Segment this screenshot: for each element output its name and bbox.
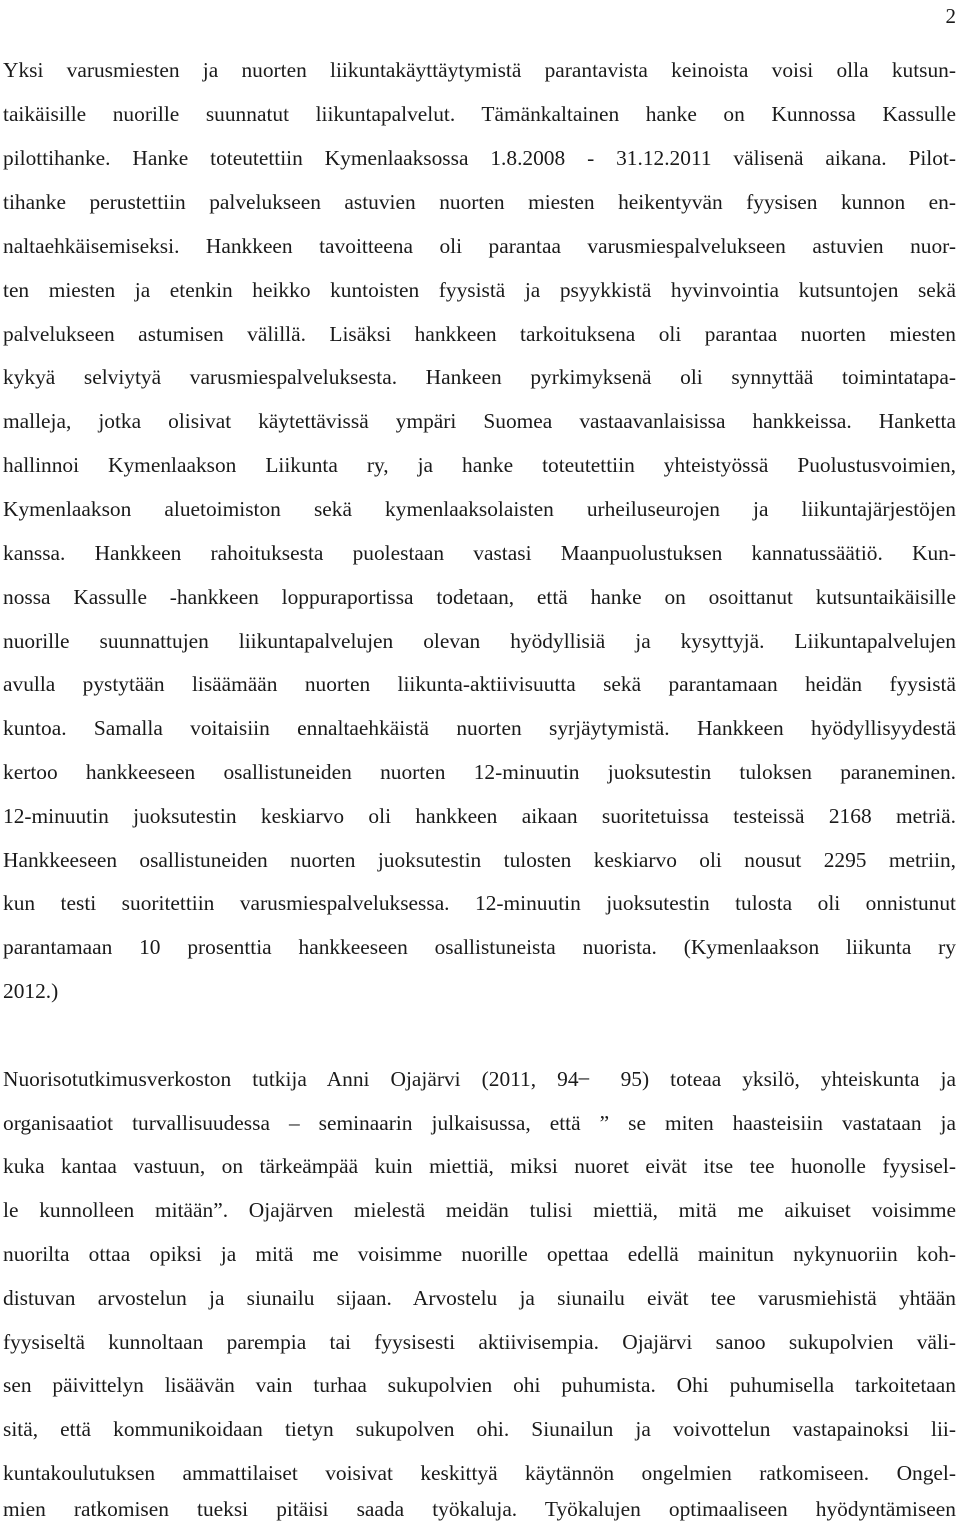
text-line: 12-minuutin juoksutestin keskiarvo oli hankkeen aikaan suoritetuissa testeissä 2168 metriä. xyxy=(3,804,956,828)
text-line: fyysiseltä kunnoltaan parempia tai fyysisesti aktiivisempia. Ojajärvi sanoo sukupolvien väli- xyxy=(3,1330,956,1354)
text-line: kuntoa. Samalla voitaisiin ennaltaehkäistä nuorten syrjäytymistä. Hankkeen hyödyllisyydestä xyxy=(3,716,956,740)
page-number: 2 xyxy=(945,4,956,28)
text-line: kuka kantaa vastuun, on tärkeämpää kuin miettiä, miksi nuoret eivät itse tee huonolle fyysisel- xyxy=(3,1154,956,1178)
text-line: mien ratkomisen tueksi pitäisi saada työkaluja. Työkalujen optimaaliseen hyödyntämiseen xyxy=(3,1497,956,1521)
text-line: sen päivittelyn lisäävän vain turhaa sukupolvien ohi puhumista. Ohi puhumisella tarkoitetaan xyxy=(3,1373,956,1397)
text-line: kanssa. Hankkeen rahoituksesta puolestaan vastasi Maanpuolustuksen kannatussäätiö. Kun- xyxy=(3,541,956,565)
text-line: Kymenlaakson aluetoimiston sekä kymenlaaksolaisten urheiluseurojen ja liikuntajärjestöjen xyxy=(3,497,956,521)
text-line: ten miesten ja etenkin heikko kuntoisten fyysistä ja psyykkistä hyvinvointia kutsuntojen sekä xyxy=(3,278,956,302)
text-line: Yksi varusmiesten ja nuorten liikuntakäyttäytymistä parantavista keinoista voisi olla kutsun- xyxy=(3,58,956,82)
text-line: pilottihanke. Hanke toteutettiin Kymenlaaksossa 1.8.2008 - 31.12.2011 välisenä aikana. Pilot- xyxy=(3,146,956,170)
text-line: kykyä selviytyä varusmiespalveluksesta. Hankeen pyrkimyksenä oli synnyttää toimintatapa- xyxy=(3,365,956,389)
text-line: nuorille suunnattujen liikuntapalvelujen olevan hyödyllisiä ja kysyttyjä. Liikuntapalvelujen xyxy=(3,629,956,653)
text-line: le kunnolleen mitään”. Ojajärven mielestä meidän tulisi miettiä, mitä me aikuiset voisimme xyxy=(3,1198,956,1222)
text-line: nuorilta ottaa opiksi ja mitä me voisimme nuorille opettaa edellä mainitun nykynuoriin koh- xyxy=(3,1242,956,1266)
text-line: palvelukseen astumisen välillä. Lisäksi hankkeen tarkoituksena oli parantaa nuorten miesten xyxy=(3,322,956,346)
text-line: organisaatiot turvallisuudessa – seminaarin julkaisussa, että ” se miten haasteisiin vastataan ja xyxy=(3,1111,956,1135)
text-line: tihanke perustettiin palvelukseen astuvien nuorten miesten heikentyvän fyysisen kunnon en- xyxy=(3,190,956,214)
text-line: Nuorisotutkimusverkoston tutkija Anni Ojajärvi (2011, 94 ̶ 95) toteaa yksilö, yhteiskunta ja xyxy=(3,1067,956,1091)
text-line: taikäisille nuorille suunnatut liikuntapalvelut. Tämänkaltainen hanke on Kunnossa Kassulle xyxy=(3,102,956,126)
text-line: parantamaan 10 prosenttia hankkeeseen osallistuneista nuorista. (Kymenlaakson liikunta ry xyxy=(3,935,956,959)
text-line: hallinnoi Kymenlaakson Liikunta ry, ja hanke toteutettiin yhteistyössä Puolustusvoimien, xyxy=(3,453,956,477)
text-line: kuntakoulutuksen ammattilaiset voisivat keskittyä käytännön ongelmien ratkomiseen. Ongel- xyxy=(3,1461,956,1485)
text-line: Hankkeeseen osallistuneiden nuorten juoksutestin tulosten keskiarvo oli nousut 2295 metriin, xyxy=(3,848,956,872)
text-line: kun testi suoritettiin varusmiespalveluksessa. 12-minuutin juoksutestin tulosta oli onnistunut xyxy=(3,891,956,915)
text-line: avulla pystytään lisäämään nuorten liikunta-aktiivisuutta sekä parantamaan heidän fyysistä xyxy=(3,672,956,696)
text-line: kertoo hankkeeseen osallistuneiden nuorten 12-minuutin juoksutestin tuloksen paraneminen. xyxy=(3,760,956,784)
text-line: 2012.) xyxy=(3,979,59,1003)
text-line: distuvan arvostelun ja siunailu sijaan. Arvostelu ja siunailu eivät tee varusmiehistä yhtään xyxy=(3,1286,956,1310)
text-line: malleja, jotka olisivat käytettävissä ympäri Suomea vastaavanlaisissa hankkeissa. Hanketta xyxy=(3,409,956,433)
text-line: nossa Kassulle -hankkeen loppuraportissa todetaan, että hanke on osoittanut kutsuntaikäisille xyxy=(3,585,956,609)
text-line: naltaehkäisemiseksi. Hankkeen tavoitteena oli parantaa varusmiespalvelukseen astuvien nuor- xyxy=(3,234,956,258)
text-line: sitä, että kommunikoidaan tietyn sukupolven ohi. Siunailun ja voivottelun vastapainoksi lii- xyxy=(3,1417,956,1441)
